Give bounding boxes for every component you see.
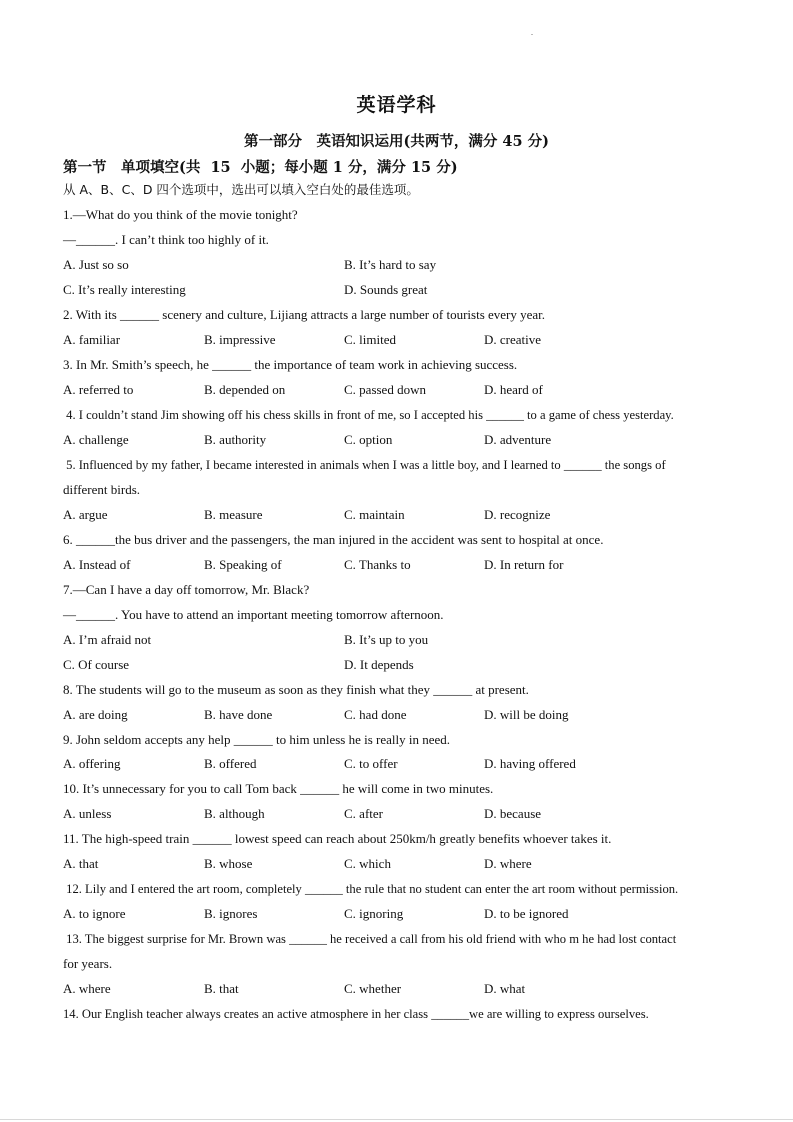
option-b: B. although: [204, 806, 265, 821]
option-b: B. depended on: [204, 382, 286, 397]
question-stem: different birds.: [63, 482, 141, 497]
page-bottom-rule: [0, 1119, 793, 1120]
option-c: C. whether: [344, 981, 402, 996]
option-b: B. It’s up to you: [344, 632, 429, 647]
option-a: A. that: [63, 856, 99, 871]
option-a: A. Instead of: [63, 557, 131, 572]
option-b: B. offered: [204, 756, 257, 771]
option-a: A. I’m afraid not: [63, 632, 152, 647]
option-c: C. passed down: [344, 382, 426, 397]
option-c: C. Of course: [63, 657, 130, 672]
option-c: C. after: [344, 806, 383, 821]
option-d: D. what: [484, 981, 526, 996]
option-a: A. are doing: [63, 707, 128, 722]
question-stem: 9. John seldom accepts any help ______ to him unless he is really in need.: [63, 732, 451, 747]
option-c: C. which: [344, 856, 391, 871]
option-a: A. referred to: [63, 382, 134, 397]
option-a: A. offering: [63, 756, 121, 771]
option-d: D. creative: [484, 332, 542, 347]
question-stem: 4. I couldn’t stand Jim showing off his chess skills in front of me, so I accepted his ______ to a game of chess yesterday.: [63, 408, 674, 422]
question-stem: 7.—Can I have a day off tomorrow, Mr. Black?: [63, 582, 310, 597]
option-b: B. have done: [204, 707, 273, 722]
option-b: B. Speaking of: [204, 557, 282, 572]
page-title: 英语学科: [356, 94, 437, 116]
option-a: A. unless: [63, 806, 112, 821]
option-b: B. It’s hard to say: [344, 257, 437, 272]
option-b: B. measure: [204, 507, 263, 522]
question-stem: 13. The biggest surprise for Mr. Brown was ______ he received a call from his old friend with who m he had lost contact: [63, 932, 677, 946]
option-d: D. heard of: [484, 382, 543, 397]
question-stem: 10. It’s unnecessary for you to call Tom back ______ he will come in two minutes.: [63, 781, 494, 796]
option-a: A. Just so so: [63, 257, 129, 272]
option-b: B. authority: [204, 432, 267, 447]
option-c: C. ignoring: [344, 906, 404, 921]
option-a: A. argue: [63, 507, 108, 522]
instruction-text: 从 A、B、C、D 四个选项中，选出可以填入空白处的最佳选项。: [63, 182, 419, 197]
option-c: C. to offer: [344, 756, 398, 771]
section-heading: 第一节 单项填空(共 15 小题；每小题 1 分，满分 15 分): [63, 159, 458, 176]
option-d: D. adventure: [484, 432, 552, 447]
option-d: D. to be ignored: [484, 906, 569, 921]
question-stem: —______. I can’t think too highly of it.: [63, 232, 269, 247]
option-a: A. to ignore: [63, 906, 126, 921]
option-d: D. recognize: [484, 507, 551, 522]
option-c: C. It’s really interesting: [63, 282, 186, 297]
option-d: D. having offered: [484, 756, 576, 771]
question-stem: 3. In Mr. Smith’s speech, he ______ the importance of team work in achieving success.: [63, 357, 518, 372]
option-d: D. where: [484, 856, 532, 871]
option-b: B. that: [204, 981, 239, 996]
option-b: B. whose: [204, 856, 253, 871]
question-stem: 1.—What do you think of the movie tonight?: [63, 207, 298, 222]
part-heading: 第一部分 英语知识运用(共两节，满分 45 分): [244, 133, 549, 150]
option-c: C. option: [344, 432, 393, 447]
option-d: D. Sounds great: [344, 282, 428, 297]
option-b: B. impressive: [204, 332, 276, 347]
question-stem: 12. Lily and I entered the art room, completely ______ the rule that no student can enter the art room without permission.: [63, 882, 679, 896]
option-d: D. In return for: [484, 557, 564, 572]
option-c: C. had done: [344, 707, 407, 722]
question-stem: 2. With its ______ scenery and culture, Lijiang attracts a large number of tourists every year.: [63, 307, 546, 322]
page-mark: [531, 34, 533, 35]
question-stem: 5. Influenced by my father, I became interested in animals when I was a little boy, and I learned to ______ the songs of: [63, 458, 666, 472]
question-stem: 6. ______the bus driver and the passengers, the man injured in the accident was sent to hospital at once.: [63, 532, 604, 547]
option-d: D. It depends: [344, 657, 414, 672]
question-stem: 11. The high-speed train ______ lowest speed can reach about 250km/h greatly benefits whoever takes it.: [63, 831, 612, 846]
option-d: D. will be doing: [484, 707, 569, 722]
option-c: C. limited: [344, 332, 396, 347]
option-a: A. where: [63, 981, 111, 996]
option-d: D. because: [484, 806, 542, 821]
question-stem: 14. Our English teacher always creates an active atmosphere in her class ______we are willing to express ourselves.: [63, 1007, 649, 1021]
question-stem: —______. You have to attend an important meeting tomorrow afternoon.: [63, 607, 444, 622]
option-a: A. familiar: [63, 332, 121, 347]
question-stem: 8. The students will go to the museum as soon as they finish what they ______ at present.: [63, 682, 529, 697]
question-stem: for years.: [63, 956, 113, 971]
option-b: B. ignores: [204, 906, 258, 921]
option-c: C. Thanks to: [344, 557, 411, 572]
option-c: C. maintain: [344, 507, 405, 522]
option-a: A. challenge: [63, 432, 129, 447]
